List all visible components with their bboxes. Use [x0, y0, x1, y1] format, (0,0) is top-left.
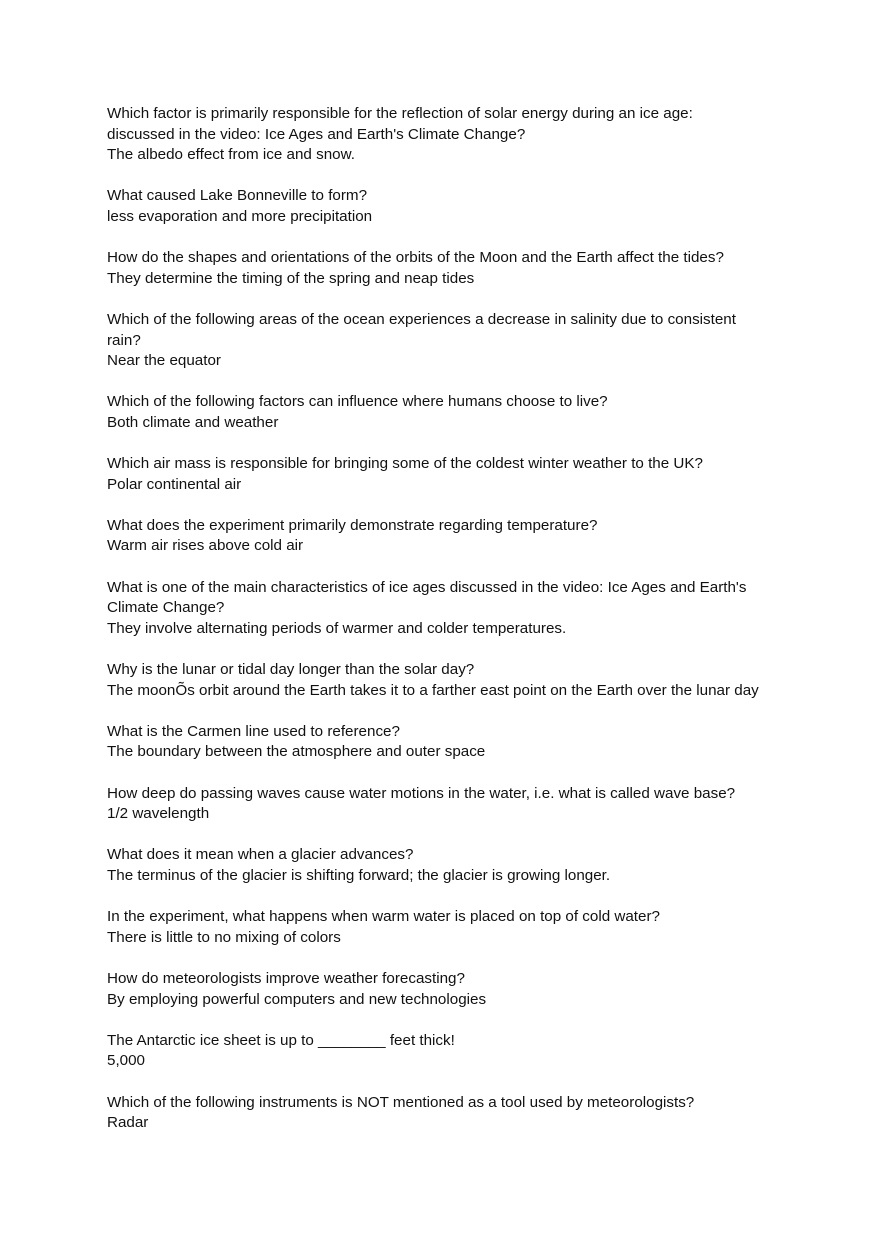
qa-list	[107, 104, 807, 1154]
answer-text: Near the equator	[107, 352, 221, 370]
question-text: What is one of the main characteristics of ice ages discussed in the video: Ice Ages and Earth's Climate Change?	[107, 578, 747, 617]
qa-item	[107, 516, 807, 557]
question-text: How deep do passing waves cause water motions in the water, i.e. what is called wave base?	[107, 784, 736, 802]
question-text: Which of the following factors can influence where humans choose to live?	[107, 393, 608, 411]
answer-text: Polar continental air	[107, 475, 242, 493]
qa-item	[107, 660, 807, 701]
qa-item	[107, 454, 807, 495]
qa-item	[107, 784, 807, 825]
qa-item	[107, 1093, 807, 1134]
qa-item	[107, 722, 807, 763]
qa-item	[107, 969, 807, 1010]
question-text: Which air mass is responsible for bringing some of the coldest winter weather to the UK?	[107, 455, 703, 473]
answer-text: 1/2 wavelength	[107, 805, 210, 823]
question-text: What caused Lake Bonneville to form?	[107, 187, 368, 205]
answer-text: Both climate and weather	[107, 413, 279, 431]
qa-item	[107, 1031, 807, 1072]
answer-text: The moonÕs orbit around the Earth takes it to a farther east point on the Earth over the lunar day	[107, 681, 759, 699]
qa-item	[107, 907, 807, 948]
question-text: Which of the following areas of the ocean experiences a decrease in salinity due to consistent rain?	[107, 310, 736, 349]
answer-text: 5,000	[107, 1052, 146, 1070]
question-text: Which of the following instruments is NOT mentioned as a tool used by meteorologists?	[107, 1093, 695, 1111]
qa-item	[107, 845, 807, 886]
qa-item	[107, 310, 807, 372]
question-text: Which factor is primarily responsible for the reflection of solar energy during an ice age: discussed in the video: Ice Ages and Earth's Climate Change?	[107, 105, 693, 143]
answer-text: There is little to no mixing of colors	[107, 928, 341, 946]
question-text: How do meteorologists improve weather forecasting?	[107, 969, 465, 987]
question-text: What is the Carmen line used to reference?	[107, 722, 400, 740]
answer-text: They determine the timing of the spring and neap tides	[107, 269, 475, 287]
question-text: What does the experiment primarily demonstrate regarding temperature?	[107, 516, 598, 534]
answer-text: The boundary between the atmosphere and outer space	[107, 743, 486, 761]
answer-text: Warm air rises above cold air	[107, 537, 304, 555]
qa-item	[107, 392, 807, 433]
qa-item	[107, 104, 807, 166]
answer-text: Radar	[107, 1114, 149, 1132]
answer-text: By employing powerful computers and new technologies	[107, 990, 487, 1008]
question-text: In the experiment, what happens when warm water is placed on top of cold water?	[107, 908, 660, 926]
qa-item	[107, 578, 807, 640]
question-text: Why is the lunar or tidal day longer than the solar day?	[107, 661, 475, 679]
answer-text: They involve alternating periods of warmer and colder temperatures.	[107, 619, 567, 637]
qa-item	[107, 186, 807, 227]
answer-text: less evaporation and more precipitation	[107, 207, 373, 225]
question-text: How do the shapes and orientations of the orbits of the Moon and the Earth affect the tides?	[107, 249, 724, 267]
question-text: What does it mean when a glacier advances?	[107, 846, 414, 864]
answer-text: The terminus of the glacier is shifting forward; the glacier is growing longer.	[107, 866, 611, 884]
answer-text: The albedo effect from ice and snow.	[107, 146, 355, 164]
question-text: The Antarctic ice sheet is up to ________ feet thick!	[107, 1031, 455, 1049]
qa-item	[107, 248, 807, 289]
